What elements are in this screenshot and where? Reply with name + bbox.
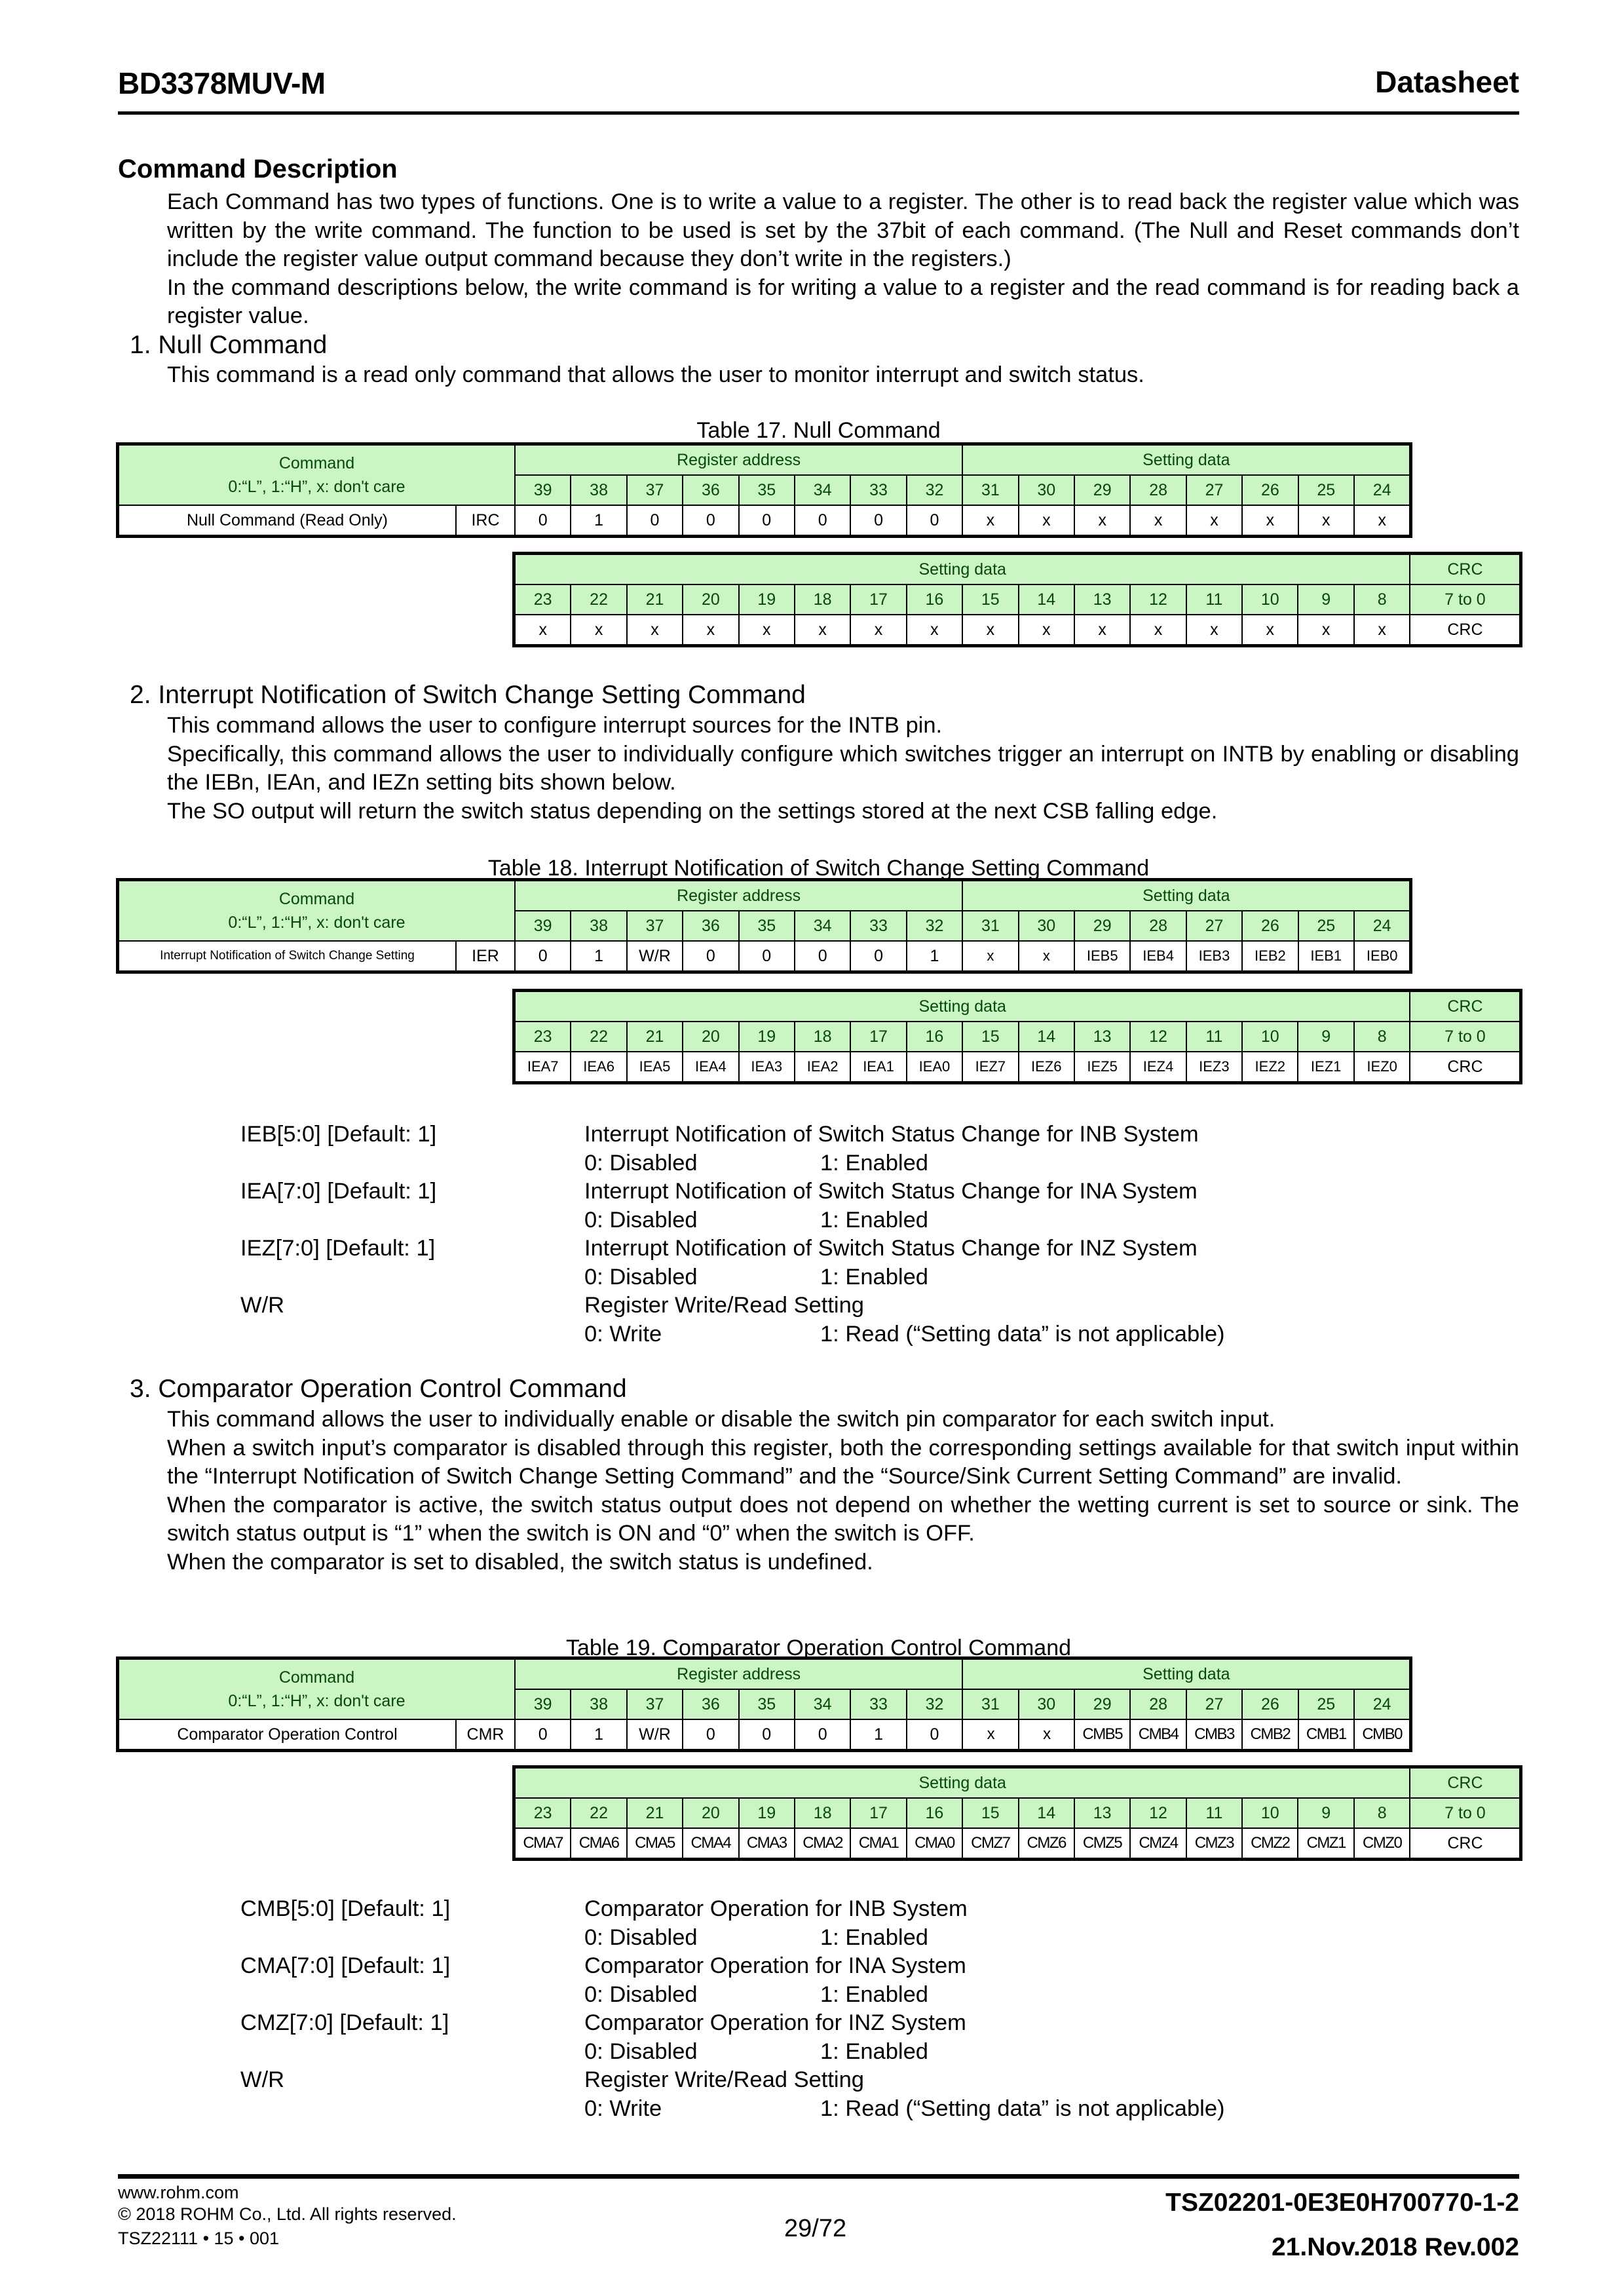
bit-number: 37 xyxy=(627,475,683,505)
register-table-lower xyxy=(514,1767,1520,1859)
bit-value: 0 xyxy=(795,505,850,535)
command-header xyxy=(119,881,515,941)
bit-number: 15 xyxy=(962,1798,1018,1828)
setting-data-header: Setting data xyxy=(962,1659,1410,1689)
bit-opt1: 1: Enabled xyxy=(820,1207,928,1233)
bit-value: x xyxy=(1130,505,1186,535)
bit-value: IEZ1 xyxy=(1298,1052,1353,1082)
bit-opt0: 0: Disabled xyxy=(584,1150,698,1176)
bit-number: 28 xyxy=(1130,911,1186,941)
intro-paragraph: In the command descriptions below, the write command is for writing a value to a register and the read command is for reading back a register value. xyxy=(167,275,1519,328)
section-heading: 2. Interrupt Notification of Switch Change Setting Command xyxy=(130,681,806,709)
bit-name: W/R xyxy=(240,2067,285,2092)
bit-opt0: 0: Disabled xyxy=(584,1264,698,1290)
bit-number: 32 xyxy=(907,911,963,941)
bit-number: 26 xyxy=(1242,911,1298,941)
bit-value: CMA0 xyxy=(907,1828,962,1858)
bit-number: 39 xyxy=(515,475,571,505)
bit-value: 0 xyxy=(907,1719,963,1750)
section-text xyxy=(167,1406,1519,1577)
bit-number: 8 xyxy=(1354,1798,1410,1828)
table-caption: Table 17. Null Command xyxy=(696,418,941,443)
bit-number: 11 xyxy=(1186,1798,1242,1828)
section-heading: 1. Null Command xyxy=(130,331,328,359)
bit-value: x xyxy=(1074,505,1130,535)
bit-opt0: 0: Disabled xyxy=(584,2038,698,2064)
bit-value: 0 xyxy=(907,505,963,535)
bit-desc: Interrupt Notification of Switch Status Change for INB System xyxy=(584,1122,1199,1147)
bit-value: IEB0 xyxy=(1354,941,1410,971)
bit-value: CMA2 xyxy=(795,1828,850,1858)
bit-value: x xyxy=(627,615,683,645)
bit-number: 39 xyxy=(515,1689,571,1719)
section-paragraph: This command allows the user to individually enable or disable the switch pin comparator for each switch input. xyxy=(167,1407,1275,1432)
bit-number: 21 xyxy=(627,584,683,615)
bit-name: IEA[7:0] [Default: 1] xyxy=(240,1179,437,1204)
footer-rule xyxy=(118,2174,1519,2179)
bit-number: 33 xyxy=(850,475,906,505)
bit-value: W/R xyxy=(627,1719,683,1750)
bit-number: 23 xyxy=(515,1022,571,1052)
bit-number: 33 xyxy=(850,1689,906,1719)
bit-value: IEB1 xyxy=(1298,941,1354,971)
bit-number: 20 xyxy=(683,1022,738,1052)
bit-value: x xyxy=(962,1719,1018,1750)
bit-value: CMB5 xyxy=(1074,1719,1130,1750)
register-table-upper xyxy=(118,444,1410,536)
bit-value: IEZ5 xyxy=(1074,1052,1130,1082)
bit-number: 27 xyxy=(1186,911,1242,941)
command-header-label: Command xyxy=(278,890,355,908)
bit-number: 20 xyxy=(683,584,738,615)
bit-number: 36 xyxy=(683,1689,738,1719)
bit-number: 10 xyxy=(1242,584,1298,615)
bit-opt0: 0: Disabled xyxy=(584,1207,698,1233)
bit-value: 0 xyxy=(515,941,571,971)
bit-number: 25 xyxy=(1298,475,1354,505)
bit-number: 33 xyxy=(850,911,906,941)
bit-number: 14 xyxy=(1019,584,1074,615)
bit-number: 29 xyxy=(1074,1689,1130,1719)
bit-number: 21 xyxy=(627,1798,683,1828)
bit-number: 14 xyxy=(1019,1022,1074,1052)
setting-data-header: Setting data xyxy=(515,554,1410,584)
bit-value: IEZ7 xyxy=(962,1052,1018,1082)
bit-value: x xyxy=(1242,615,1298,645)
crc-header: CRC xyxy=(1410,554,1520,584)
bit-number: 12 xyxy=(1130,1798,1186,1828)
bit-value: 0 xyxy=(515,1719,571,1750)
command-name: Comparator Operation Control xyxy=(119,1719,456,1750)
bit-number: 11 xyxy=(1186,1022,1242,1052)
bit-number: 37 xyxy=(627,1689,683,1719)
bit-value: CMZ3 xyxy=(1186,1828,1242,1858)
bit-value: 1 xyxy=(907,941,963,971)
bit-number: 18 xyxy=(795,1798,850,1828)
bit-number: 31 xyxy=(962,475,1018,505)
bit-number: 24 xyxy=(1354,911,1410,941)
bit-number: 34 xyxy=(795,911,850,941)
bit-value: x xyxy=(1130,615,1186,645)
bit-number: 27 xyxy=(1186,1689,1242,1719)
bit-number: 31 xyxy=(962,911,1018,941)
bit-value: 1 xyxy=(850,1719,906,1750)
bit-number: 9 xyxy=(1298,584,1353,615)
command-header-label: Command xyxy=(278,454,355,472)
bit-value: CMB1 xyxy=(1298,1719,1354,1750)
bit-desc: Register Write/Read Setting xyxy=(584,2067,864,2092)
bit-number: 29 xyxy=(1074,911,1130,941)
bit-number: 16 xyxy=(907,1798,962,1828)
bit-value: 0 xyxy=(683,941,738,971)
header-rule xyxy=(118,111,1519,115)
bit-number: 11 xyxy=(1186,584,1242,615)
bit-number: 19 xyxy=(739,584,795,615)
bit-value: CMB0 xyxy=(1354,1719,1410,1750)
bit-value: CMA1 xyxy=(850,1828,906,1858)
section-text xyxy=(167,361,1519,390)
bit-value: x xyxy=(962,615,1018,645)
bit-number: 26 xyxy=(1242,1689,1298,1719)
bit-value: 0 xyxy=(739,941,795,971)
bit-value: IEA6 xyxy=(571,1052,626,1082)
register-address-header: Register address xyxy=(515,445,962,475)
crc-value: CRC xyxy=(1410,1052,1520,1082)
section-paragraph: When the comparator is active, the switch status output does not depend on whether the wetting current is set to source or sink. The switch status output is “1” when the switch is ON and “0” when the switch is OFF. xyxy=(167,1492,1519,1546)
bit-value: IEA7 xyxy=(515,1052,571,1082)
bit-number: 12 xyxy=(1130,584,1186,615)
register-table-lower xyxy=(514,554,1520,645)
bit-value: x xyxy=(1019,941,1074,971)
bit-number: 21 xyxy=(627,1022,683,1052)
bit-desc: Comparator Operation for INZ System xyxy=(584,2010,966,2035)
bit-number: 26 xyxy=(1242,475,1298,505)
bit-name: CMA[7:0] [Default: 1] xyxy=(240,1953,451,1978)
bit-opt1: 1: Enabled xyxy=(820,1150,928,1176)
bit-number: 34 xyxy=(795,475,850,505)
section-paragraph: This command is a read only command that allows the user to monitor interrupt and switch status. xyxy=(167,362,1144,387)
bit-value: x xyxy=(1186,505,1242,535)
bit-opt1: 1: Enabled xyxy=(820,1264,928,1290)
footer-website[interactable]: www.rohm.com xyxy=(118,2183,239,2202)
bit-number: 30 xyxy=(1019,911,1074,941)
bit-number: 25 xyxy=(1298,911,1354,941)
bit-number: 12 xyxy=(1130,1022,1186,1052)
bit-number: 17 xyxy=(850,1022,906,1052)
bit-value: IEA4 xyxy=(683,1052,738,1082)
command-name: Interrupt Notification of Switch Change Setting xyxy=(119,941,456,971)
bit-desc: Comparator Operation for INA System xyxy=(584,1953,966,1978)
bit-number: 30 xyxy=(1019,475,1074,505)
bit-value: 1 xyxy=(571,1719,626,1750)
bit-number: 39 xyxy=(515,911,571,941)
bit-desc: Comparator Operation for INB System xyxy=(584,1896,968,1921)
bit-number: 23 xyxy=(515,1798,571,1828)
bit-value: W/R xyxy=(627,941,683,971)
bit-opt1: 1: Read (“Setting data” is not applicable) xyxy=(820,1321,1225,1347)
bit-definitions xyxy=(240,1895,1485,2123)
bit-value: x xyxy=(1019,505,1074,535)
command-legend: 0:“L”, 1:“H”, x: don't care xyxy=(228,1692,406,1710)
bit-number: 9 xyxy=(1298,1022,1353,1052)
bit-number: 37 xyxy=(627,911,683,941)
bit-value: IEB3 xyxy=(1186,941,1242,971)
bit-number: 22 xyxy=(571,584,626,615)
crc-bits: 7 to 0 xyxy=(1410,584,1520,615)
bit-value: IEB5 xyxy=(1074,941,1130,971)
bit-value: x xyxy=(1354,505,1410,535)
section-text xyxy=(167,712,1519,826)
bit-number: 29 xyxy=(1074,475,1130,505)
crc-value: CRC xyxy=(1410,1828,1520,1858)
table-caption: Table 18. Interrupt Notification of Switch Change Setting Command xyxy=(487,856,1150,881)
bit-value: IEZ6 xyxy=(1019,1052,1074,1082)
bit-number: 15 xyxy=(962,1022,1018,1052)
bit-value: IEZ0 xyxy=(1354,1052,1410,1082)
bit-value: x xyxy=(1298,505,1354,535)
bit-value: x xyxy=(962,941,1018,971)
bit-number: 16 xyxy=(907,584,962,615)
bit-value: IEA3 xyxy=(739,1052,795,1082)
command-legend: 0:“L”, 1:“H”, x: don't care xyxy=(228,478,406,496)
bit-number: 17 xyxy=(850,584,906,615)
bit-desc: Interrupt Notification of Switch Status Change for INA System xyxy=(584,1179,1198,1204)
bit-number: 18 xyxy=(795,584,850,615)
bit-value: 0 xyxy=(515,505,571,535)
crc-bits: 7 to 0 xyxy=(1410,1798,1520,1828)
section-paragraph: When a switch input’s comparator is disabled through this register, both the corresponding settings available for that switch input within the “Interrupt Notification of Switch Change Setting Command” and the “Source/Sink Current Setting Command” are invalid. xyxy=(167,1435,1519,1489)
bit-value: x xyxy=(1242,505,1298,535)
bit-value: CMZ4 xyxy=(1130,1828,1186,1858)
bit-number: 30 xyxy=(1019,1689,1074,1719)
bit-opt0: 0: Write xyxy=(584,2095,662,2121)
command-name: Null Command (Read Only) xyxy=(119,505,456,535)
bit-value: x xyxy=(907,615,962,645)
bit-number: 27 xyxy=(1186,475,1242,505)
bit-value: IEZ4 xyxy=(1130,1052,1186,1082)
bit-value: x xyxy=(683,615,738,645)
section-paragraph: This command allows the user to configure interrupt sources for the INTB pin. xyxy=(167,713,943,738)
command-header-label: Command xyxy=(278,1668,355,1687)
register-address-header: Register address xyxy=(515,881,962,911)
bit-number: 35 xyxy=(739,1689,795,1719)
bit-value: IEA2 xyxy=(795,1052,850,1082)
bit-number: 23 xyxy=(515,584,571,615)
bit-number: 13 xyxy=(1074,584,1130,615)
bit-number: 15 xyxy=(962,584,1018,615)
bit-opt1: 1: Enabled xyxy=(820,2038,928,2064)
bit-value: IEA1 xyxy=(850,1052,906,1082)
command-code: IRC xyxy=(456,505,515,535)
bit-number: 18 xyxy=(795,1022,850,1052)
section-paragraph: Specifically, this command allows the user to individually configure which switches trigger an interrupt on INTB by enabling or disabling the IEBn, IEAn, and IEZn setting bits shown below. xyxy=(167,741,1519,795)
bit-number: 13 xyxy=(1074,1798,1130,1828)
bit-value: 0 xyxy=(850,941,906,971)
bit-value: x xyxy=(739,615,795,645)
bit-value: IEB4 xyxy=(1130,941,1186,971)
crc-bits: 7 to 0 xyxy=(1410,1022,1520,1052)
footer-form-code: TSZ22111 • 15 • 001 xyxy=(118,2229,280,2248)
bit-opt1: 1: Read (“Setting data” is not applicable) xyxy=(820,2095,1225,2121)
register-address-header: Register address xyxy=(515,1659,962,1689)
bit-number: 19 xyxy=(739,1022,795,1052)
bit-number: 24 xyxy=(1354,1689,1410,1719)
command-legend: 0:“L”, 1:“H”, x: don't care xyxy=(228,913,406,932)
bit-number: 13 xyxy=(1074,1022,1130,1052)
bit-value: 0 xyxy=(683,1719,738,1750)
bit-number: 28 xyxy=(1130,475,1186,505)
command-header xyxy=(119,445,515,505)
bit-number: 28 xyxy=(1130,1689,1186,1719)
bit-name: CMZ[7:0] [Default: 1] xyxy=(240,2010,449,2035)
bit-number: 22 xyxy=(571,1798,626,1828)
bit-opt0: 0: Disabled xyxy=(584,1981,698,2007)
bit-number: 32 xyxy=(907,1689,963,1719)
register-table-upper xyxy=(118,880,1410,972)
bit-number: 9 xyxy=(1298,1798,1353,1828)
bit-value: x xyxy=(1074,615,1130,645)
command-code: CMR xyxy=(456,1719,515,1750)
section-title: Command Description xyxy=(118,155,398,183)
bit-value: x xyxy=(1186,615,1242,645)
bit-desc: Register Write/Read Setting xyxy=(584,1293,864,1318)
bit-number: 38 xyxy=(571,911,626,941)
bit-value: CMA6 xyxy=(571,1828,626,1858)
bit-value: CMZ7 xyxy=(962,1828,1018,1858)
bit-number: 36 xyxy=(683,475,738,505)
command-code: IER xyxy=(456,941,515,971)
section-heading: 3. Comparator Operation Control Command xyxy=(130,1375,627,1403)
bit-value: CMA3 xyxy=(739,1828,795,1858)
bit-value: 0 xyxy=(683,505,738,535)
bit-value: CMZ2 xyxy=(1242,1828,1298,1858)
crc-header: CRC xyxy=(1410,1768,1520,1798)
bit-value: CMZ6 xyxy=(1019,1828,1074,1858)
bit-name: CMB[5:0] [Default: 1] xyxy=(240,1896,451,1921)
bit-value: x xyxy=(962,505,1018,535)
intro-paragraph: Each Command has two types of functions. One is to write a value to a register. The other is to read back the register value which was written by the write command. The function to be used is set by the 37bit of each command. (The Null and Reset commands don’t include the register value output command because they don’t write in the registers.) xyxy=(167,189,1519,271)
bit-name: IEB[5:0] [Default: 1] xyxy=(240,1122,437,1147)
bit-value: IEA0 xyxy=(907,1052,962,1082)
bit-number: 8 xyxy=(1354,584,1410,615)
bit-value: 1 xyxy=(571,941,626,971)
bit-value: 0 xyxy=(795,941,850,971)
setting-data-header: Setting data xyxy=(962,445,1410,475)
bit-definitions xyxy=(240,1120,1485,1349)
bit-number: 38 xyxy=(571,1689,626,1719)
bit-number: 35 xyxy=(739,911,795,941)
bit-value: CMZ1 xyxy=(1298,1828,1353,1858)
bit-value: IEZ2 xyxy=(1242,1052,1298,1082)
bit-number: 36 xyxy=(683,911,738,941)
bit-number: 10 xyxy=(1242,1022,1298,1052)
bit-value: x xyxy=(515,615,571,645)
bit-number: 16 xyxy=(907,1022,962,1052)
register-table-upper xyxy=(118,1658,1410,1750)
doc-number: TSZ02201-0E3E0H700770-1-2 xyxy=(1165,2189,1519,2217)
bit-value: 0 xyxy=(850,505,906,535)
bit-number: 10 xyxy=(1242,1798,1298,1828)
bit-number: 20 xyxy=(683,1798,738,1828)
bit-value: x xyxy=(1019,1719,1074,1750)
bit-value: CMB2 xyxy=(1242,1719,1298,1750)
bit-value: IEB2 xyxy=(1242,941,1298,971)
bit-value: x xyxy=(850,615,906,645)
bit-value: CMZ0 xyxy=(1354,1828,1410,1858)
setting-data-header: Setting data xyxy=(962,881,1410,911)
bit-value: x xyxy=(571,615,626,645)
bit-opt1: 1: Enabled xyxy=(820,1924,928,1950)
page-number: 29/72 xyxy=(784,2215,847,2242)
bit-value: x xyxy=(795,615,850,645)
command-header xyxy=(119,1659,515,1719)
section-paragraph: When the comparator is set to disabled, the switch status is undefined. xyxy=(167,1549,873,1575)
date-revision: 21.Nov.2018 Rev.002 xyxy=(1272,2233,1519,2261)
bit-number: 31 xyxy=(962,1689,1018,1719)
bit-value: x xyxy=(1354,615,1410,645)
bit-name: IEZ[7:0] [Default: 1] xyxy=(240,1236,436,1261)
intro-text xyxy=(167,188,1519,331)
bit-value: 0 xyxy=(739,1719,795,1750)
bit-value: CMZ5 xyxy=(1074,1828,1130,1858)
bit-number: 38 xyxy=(571,475,626,505)
bit-value: CMB3 xyxy=(1186,1719,1242,1750)
bit-value: CMA5 xyxy=(627,1828,683,1858)
bit-value: 0 xyxy=(739,505,795,535)
setting-data-header: Setting data xyxy=(515,1768,1410,1798)
bit-value: CMA4 xyxy=(683,1828,738,1858)
bit-value: x xyxy=(1019,615,1074,645)
setting-data-header: Setting data xyxy=(515,991,1410,1022)
crc-value: CRC xyxy=(1410,615,1520,645)
bit-value: CMB4 xyxy=(1130,1719,1186,1750)
part-number: BD3378MUV-M xyxy=(118,66,326,100)
bit-number: 22 xyxy=(571,1022,626,1052)
section-paragraph: The SO output will return the switch status depending on the settings stored at the next CSB falling edge. xyxy=(167,798,1218,824)
register-table-lower xyxy=(514,991,1520,1082)
bit-value: IEA5 xyxy=(627,1052,683,1082)
bit-number: 35 xyxy=(739,475,795,505)
doc-type: Datasheet xyxy=(1375,65,1519,99)
bit-name: W/R xyxy=(240,1293,285,1318)
bit-number: 32 xyxy=(907,475,963,505)
crc-header: CRC xyxy=(1410,991,1520,1022)
bit-value: IEZ3 xyxy=(1186,1052,1242,1082)
bit-opt0: 0: Disabled xyxy=(584,1924,698,1950)
table-caption: Table 19. Comparator Operation Control Command xyxy=(565,1636,1072,1660)
bit-value: CMA7 xyxy=(515,1828,571,1858)
bit-opt0: 0: Write xyxy=(584,1321,662,1347)
bit-desc: Interrupt Notification of Switch Status Change for INZ System xyxy=(584,1236,1198,1261)
bit-opt1: 1: Enabled xyxy=(820,1981,928,2007)
bit-number: 8 xyxy=(1354,1022,1410,1052)
bit-value: x xyxy=(1298,615,1353,645)
bit-value: 0 xyxy=(627,505,683,535)
bit-number: 19 xyxy=(739,1798,795,1828)
bit-number: 14 xyxy=(1019,1798,1074,1828)
footer-copyright: © 2018 ROHM Co., Ltd. All rights reserved. xyxy=(118,2204,457,2224)
bit-value: 1 xyxy=(571,505,626,535)
bit-number: 24 xyxy=(1354,475,1410,505)
bit-number: 34 xyxy=(795,1689,850,1719)
bit-number: 25 xyxy=(1298,1689,1354,1719)
bit-value: 0 xyxy=(795,1719,850,1750)
bit-number: 17 xyxy=(850,1798,906,1828)
